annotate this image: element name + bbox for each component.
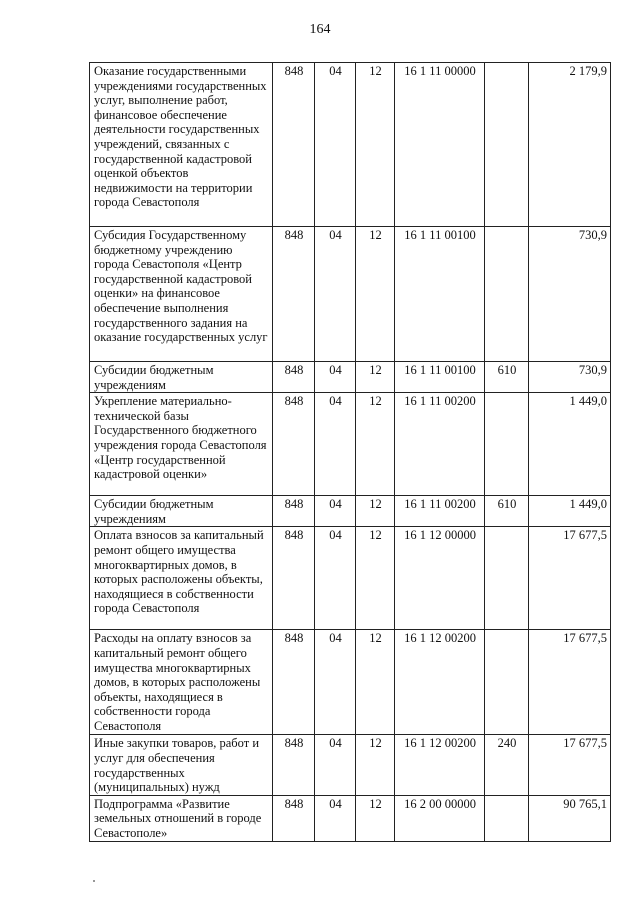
row-grbs-cell: 848 xyxy=(273,496,315,527)
row-subsection-cell: 12 xyxy=(356,630,395,735)
row-section-cell: 04 xyxy=(315,527,356,630)
row-section-cell: 04 xyxy=(315,496,356,527)
page-number: 164 xyxy=(309,22,331,37)
row-section-cell: 04 xyxy=(315,227,356,362)
row-sum-cell: 1 449,0 xyxy=(529,496,611,527)
row-expense-type-cell: 610 xyxy=(485,362,529,393)
row-expense-type-cell xyxy=(485,63,529,227)
row-subsection-cell: 12 xyxy=(356,795,395,841)
row-section-cell: 04 xyxy=(315,795,356,841)
row-section-cell: 04 xyxy=(315,393,356,496)
row-article-cell: 16 1 12 00200 xyxy=(395,735,485,795)
row-article-cell: 16 1 11 00000 xyxy=(395,63,485,227)
row-grbs-cell: 848 xyxy=(273,795,315,841)
row-sum-cell: 1 449,0 xyxy=(529,393,611,496)
row-grbs-cell: 848 xyxy=(273,227,315,362)
row-subsection-cell: 12 xyxy=(356,227,395,362)
row-name-cell: Субсидии бюджетным учреждениям xyxy=(90,362,273,393)
row-sum-cell: 730,9 xyxy=(529,362,611,393)
row-subsection-cell: 12 xyxy=(356,527,395,630)
row-subsection-cell: 12 xyxy=(356,735,395,795)
row-expense-type-cell: 240 xyxy=(485,735,529,795)
row-article-cell: 16 1 11 00200 xyxy=(395,393,485,496)
row-grbs-cell: 848 xyxy=(273,393,315,496)
row-expense-type-cell xyxy=(485,527,529,630)
row-sum-cell: 730,9 xyxy=(529,227,611,362)
row-name-cell: Расходы на оплату взносов за капитальный ремонт общего имущества многоквартирных домов, в которых расположены объекты, находящиеся в собственности города Севастополя xyxy=(90,630,273,735)
row-expense-type-cell xyxy=(485,393,529,496)
row-name-cell: Оплата взносов за капитальный ремонт общего имущества многоквартирных домов, в которых расположены объекты, находящиеся в собственности города Севастополя xyxy=(90,527,273,630)
row-name-cell: Оказание государственными учреждениями государственных услуг, выполнение работ, финансовое обеспечение деятельности государственных учреждений, связанных с государственной кадастровой оценкой объектов недвижимости на территории города Севастополя xyxy=(90,63,273,227)
row-name-cell: Подпрограмма «Развитие земельных отношений в городе Севастополе» xyxy=(90,795,273,841)
row-expense-type-cell xyxy=(485,795,529,841)
table-row xyxy=(90,630,611,735)
row-subsection-cell: 12 xyxy=(356,63,395,227)
table-row xyxy=(90,227,611,362)
row-grbs-cell: 848 xyxy=(273,735,315,795)
table-row xyxy=(90,63,611,227)
row-article-cell: 16 1 12 00200 xyxy=(395,630,485,735)
row-name-cell: Иные закупки товаров, работ и услуг для обеспечения государственных (муниципальных) нужд xyxy=(90,735,273,795)
row-subsection-cell: 12 xyxy=(356,393,395,496)
table-row xyxy=(90,735,611,795)
row-expense-type-cell xyxy=(485,630,529,735)
row-article-cell: 16 1 11 00100 xyxy=(395,362,485,393)
row-section-cell: 04 xyxy=(315,735,356,795)
row-subsection-cell: 12 xyxy=(356,362,395,393)
row-grbs-cell: 848 xyxy=(273,362,315,393)
row-name-cell: Субсидия Государственному бюджетному учреждению города Севастополя «Центр государственной кадастровой оценки» на финансовое обеспечение выполнения государственного задания на оказание государственных услуг xyxy=(90,227,273,362)
row-section-cell: 04 xyxy=(315,630,356,735)
budget-table xyxy=(89,62,611,842)
row-subsection-cell: 12 xyxy=(356,496,395,527)
row-article-cell: 16 1 12 00000 xyxy=(395,527,485,630)
row-sum-cell: 17 677,5 xyxy=(529,527,611,630)
row-expense-type-cell: 610 xyxy=(485,496,529,527)
row-sum-cell: 17 677,5 xyxy=(529,735,611,795)
row-name-cell: Укрепление материально-технической базы Государственного бюджетного учреждения города Севастополя «Центр государственной кадастровой оценки» xyxy=(90,393,273,496)
row-article-cell: 16 2 00 00000 xyxy=(395,795,485,841)
row-grbs-cell: 848 xyxy=(273,527,315,630)
row-name-cell: Субсидии бюджетным учреждениям xyxy=(90,496,273,527)
row-section-cell: 04 xyxy=(315,362,356,393)
row-article-cell: 16 1 11 00100 xyxy=(395,227,485,362)
table-row xyxy=(90,496,611,527)
row-grbs-cell: 848 xyxy=(273,630,315,735)
row-section-cell: 04 xyxy=(315,63,356,227)
row-grbs-cell: 848 xyxy=(273,63,315,227)
row-sum-cell: 90 765,1 xyxy=(529,795,611,841)
table-row xyxy=(90,795,611,841)
row-sum-cell: 17 677,5 xyxy=(529,630,611,735)
table-row xyxy=(90,393,611,496)
scan-speck xyxy=(93,880,95,882)
row-sum-cell: 2 179,9 xyxy=(529,63,611,227)
table-row xyxy=(90,362,611,393)
table-row xyxy=(90,527,611,630)
row-expense-type-cell xyxy=(485,227,529,362)
row-article-cell: 16 1 11 00200 xyxy=(395,496,485,527)
